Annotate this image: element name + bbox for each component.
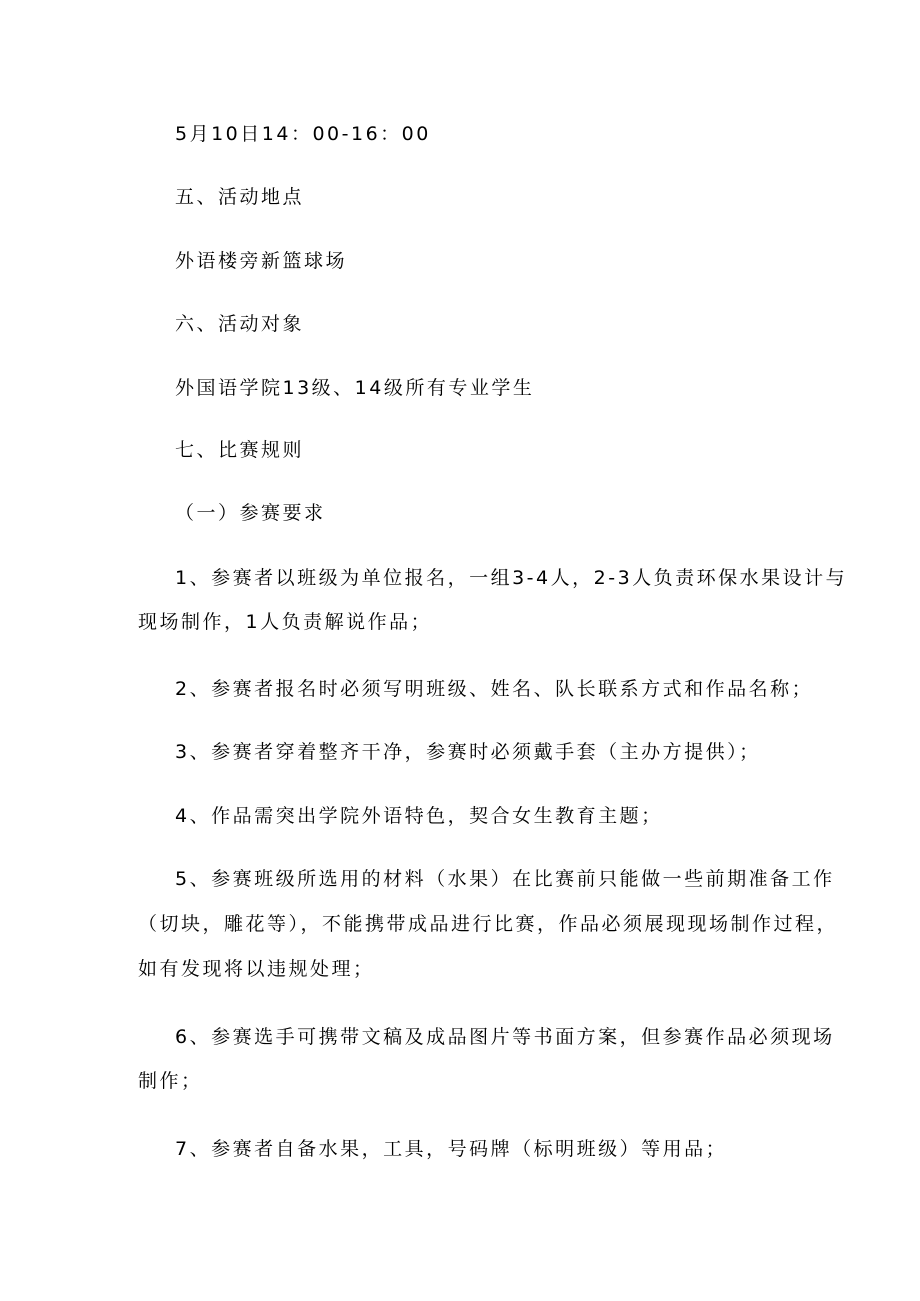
rule-4: [138, 804, 788, 828]
rule-5: [138, 867, 839, 981]
rule-4-line-1: 4、作品需突出学院外语特色，契合女生教育主题；: [175, 805, 663, 827]
rule-7-line-1: 7、参赛者自备水果，工具，号码牌（标明班级）等用品；: [175, 1138, 728, 1160]
event-location: 外语楼旁新篮球场: [175, 250, 348, 272]
rule-5-line-3: 如有发现将以违规处理；: [138, 958, 375, 980]
rule-1-line-1: 1、参赛者以班级为单位报名，一组3-4人，2-3人负责环保水果设计与: [175, 567, 848, 589]
rule-2: [138, 677, 814, 701]
section-heading-location: 五、活动地点: [175, 186, 305, 208]
rule-5-line-1: 5、参赛班级所选用的材料（水果）在比赛前只能做一些前期准备工作: [175, 868, 835, 890]
event-target: 外国语学院13级、14级所有专业学生: [175, 377, 535, 399]
rule-3-line-1: 3、参赛者穿着整齐干净，参赛时必须戴手套（主办方提供）；: [175, 741, 761, 763]
event-time: 5月10日14：00-16：00: [175, 123, 431, 145]
rule-6-line-1: 6、参赛选手可携带文稿及成品图片等书面方案，但参赛作品必须现场: [175, 1026, 835, 1048]
rule-1: [138, 566, 848, 634]
rule-2-line-1: 2、参赛者报名时必须写明班级、姓名、队长联系方式和作品名称；: [175, 678, 814, 700]
rule-5-line-2: （切块，雕花等），不能携带成品进行比赛，作品必须展现现场制作过程，: [138, 913, 839, 935]
section-heading-rules: 七、比赛规则: [175, 439, 305, 461]
section-heading-target: 六、活动对象: [175, 313, 305, 335]
rule-1-line-2: 现场制作，1人负责解说作品；: [138, 611, 433, 633]
subheading-requirements: （一）参赛要求: [175, 502, 326, 524]
rule-3: [138, 740, 788, 764]
rule-6-line-2: 制作；: [138, 1070, 203, 1092]
rule-6: [138, 1025, 835, 1093]
rule-7: [138, 1137, 788, 1161]
